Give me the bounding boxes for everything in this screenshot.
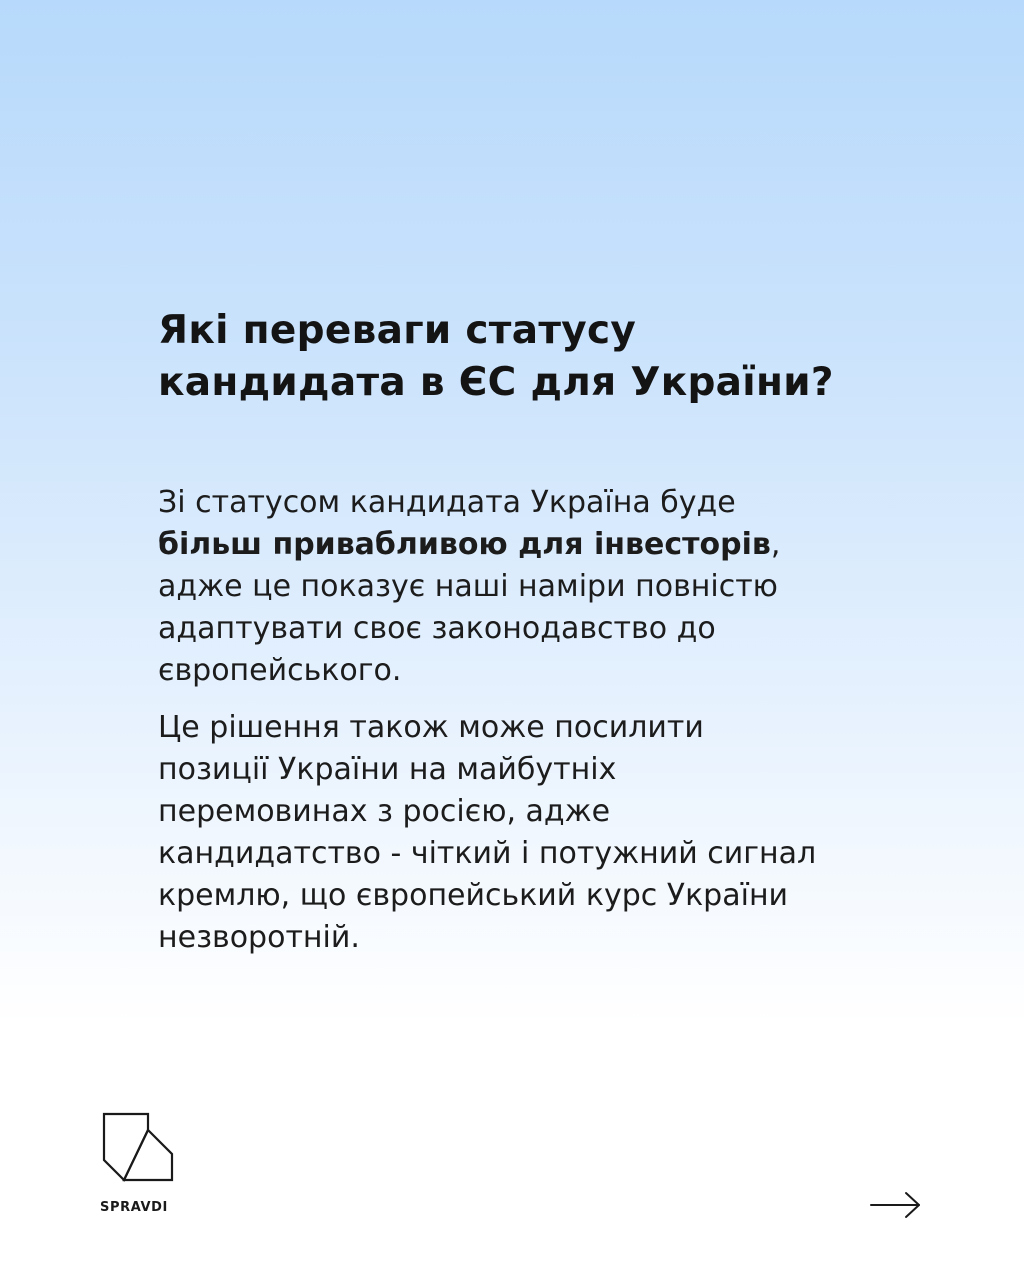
emphasis-text: більш привабливою для інвесторів [158,527,771,562]
text-line: кандидатство - чіткий і потужний сигнал [158,836,817,871]
title-line: кандидата в ЄС для України? [158,360,834,405]
text-line: Це рішення також може посилити [158,710,704,745]
arrow-right-icon[interactable] [868,1190,924,1220]
body-text [158,482,918,959]
text-fragment: , [770,527,781,562]
paragraph-investors [158,482,918,692]
title-line: Які переваги статусу [158,308,637,353]
text-line: адаптувати своє законодавство до [158,611,716,646]
text-line: позиції України на майбутніх [158,752,617,787]
page-title [158,305,918,409]
brand-logo [100,1110,178,1215]
text-line: перемовинах з росією, адже [158,794,611,829]
paragraph-negotiations [158,707,918,959]
text-line: Зі статусом кандидата Україна буде [158,485,736,520]
text-line: європейського. [158,653,402,688]
text-line: кремлю, що європейський курс України [158,878,789,913]
text-line: незворотній. [158,920,360,955]
brand-name: SPRAVDI [100,1200,168,1215]
spravdi-logo-icon [100,1110,176,1186]
text-line: адже це показує наші наміри повністю [158,569,778,604]
text-line [158,524,918,566]
